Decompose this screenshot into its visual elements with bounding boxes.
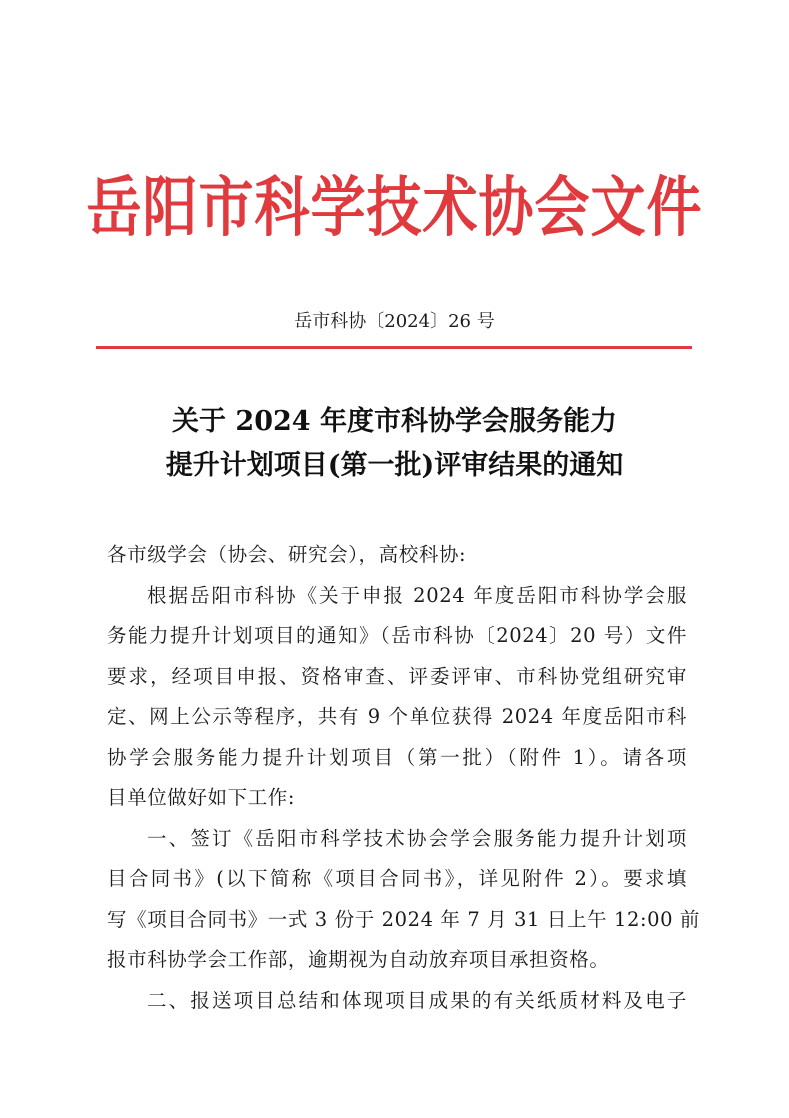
paragraph-1-line-1: 根据岳阳市科协《关于申报 2024 年度岳阳市科协学会服	[147, 583, 687, 607]
issuer-title: 岳阳市科学技术协会文件	[86, 169, 703, 245]
paragraph-2-line-4: 报市科协学会工作部，逾期视为自动放弃项目承担资格。	[107, 948, 610, 971]
paragraph-3-line-1: 二、报送项目总结和体现项目成果的有关纸质材料及电子	[147, 988, 687, 1012]
paragraph-1-line-6: 目单位做好如下工作:	[107, 786, 296, 809]
red-divider-line	[96, 346, 692, 349]
document-number: 岳市科协〔2024〕26 号	[294, 311, 495, 332]
paragraph-1-line-3: 要求，经项目申报、资格审查、评委评审、市科协党组研究审	[107, 664, 687, 688]
paragraph-2-line-1: 一、签订《岳阳市科学技术协会学会服务能力提升计划项	[147, 826, 687, 850]
notice-title-line-1: 关于 2024 年度市科协学会服务能力	[172, 406, 617, 437]
paragraph-2-line-2: 目合同书》(以下简称《项目合同书》，详见附件 2）。要求填	[107, 867, 687, 890]
notice-title	[0, 400, 789, 488]
salutation: 各市级学会（协会、研究会），高校科协:	[107, 543, 467, 566]
body-text	[107, 535, 701, 1021]
paragraph-1-line-2: 务能力提升计划项目的通知》（岳市科协〔2024〕20 号）文件	[107, 624, 687, 647]
paragraph-1-line-5: 协学会服务能力提升计划项目（第一批）（附件 1）。请各项	[107, 745, 687, 769]
paragraph-2-line-3: 写《项目合同书》一式 3 份于 2024 年 7 月 31 日上午 12:00 前	[107, 907, 701, 931]
paragraph-1-line-4: 定、网上公示等程序，共有 9 个单位获得 2024 年度岳阳市科	[107, 705, 687, 728]
notice-title-line-2: 提升计划项目(第一批)评审结果的通知	[165, 450, 624, 481]
